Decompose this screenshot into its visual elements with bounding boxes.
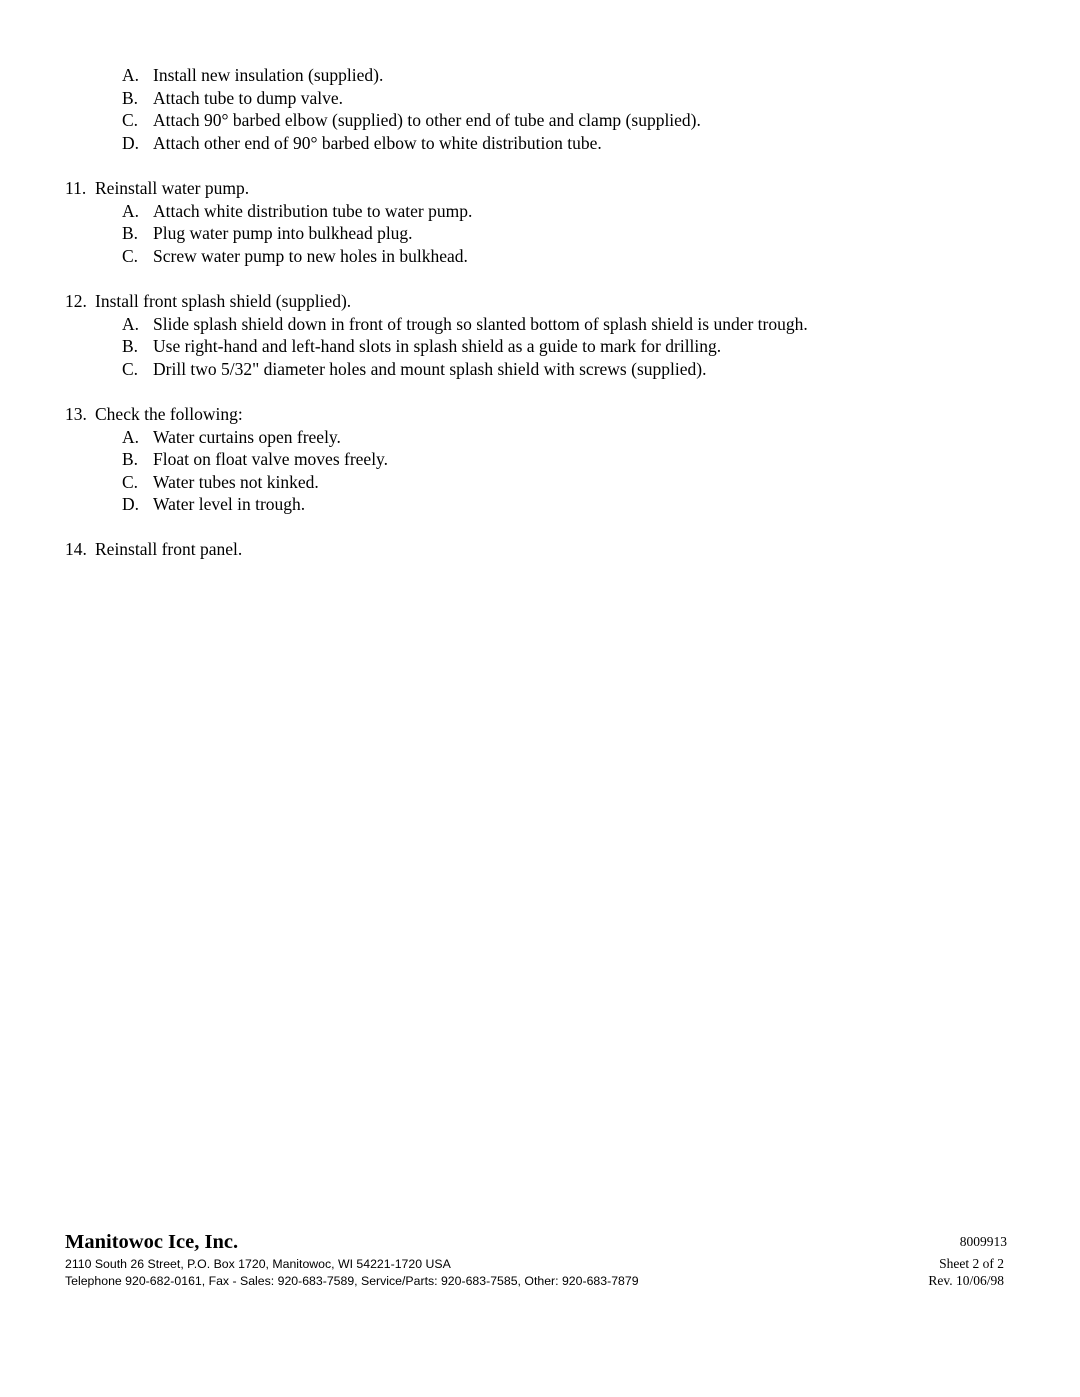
step-text: Check the following:: [95, 403, 243, 424]
step-heading: [0, 403, 1080, 426]
substep: [0, 471, 1080, 494]
continued-substeps: [0, 64, 1080, 154]
sheet-number: Sheet 2 of 2: [939, 1256, 1004, 1271]
substep-text: Plug water pump into bulkhead plug.: [153, 223, 413, 244]
page-footer: [0, 1228, 1080, 1298]
step-13: [0, 403, 1080, 516]
step-12: [0, 290, 1080, 380]
substep-text: Install new insulation (supplied).: [153, 65, 384, 85]
substep-text: Attach tube to dump valve.: [153, 87, 344, 108]
step-text: Reinstall water pump.: [95, 177, 250, 198]
substep-text: Attach white distribution tube to water pump.: [153, 200, 473, 221]
substep-letter: D.: [122, 132, 140, 153]
substep-letter: A.: [122, 313, 140, 334]
substep: [0, 493, 1080, 516]
substep: [0, 87, 1080, 110]
substep-letter: C.: [122, 358, 139, 379]
substep: [0, 426, 1080, 449]
substep-letter: B.: [122, 223, 139, 244]
step-number: 12.: [65, 290, 87, 311]
substep-text: Slide splash shield down in front of trough so slanted bottom of splash shield is under trough.: [153, 313, 808, 334]
substep-text: Water level in trough.: [153, 494, 306, 515]
substep: [0, 132, 1080, 155]
substep: [0, 448, 1080, 471]
substep-letter: A.: [122, 65, 140, 85]
step-11: [0, 177, 1080, 267]
substep: [0, 200, 1080, 223]
step-number: 14.: [65, 539, 87, 560]
substep-text: Float on float valve moves freely.: [153, 449, 389, 470]
step-text: Reinstall front panel.: [95, 539, 243, 560]
substep: [0, 109, 1080, 132]
substep: [0, 335, 1080, 358]
substep-letter: C.: [122, 471, 139, 492]
substep-letter: B.: [122, 336, 139, 357]
substep: [0, 358, 1080, 381]
substep-text: Attach other end of 90° barbed elbow to white distribution tube.: [153, 132, 602, 153]
step-number: 13.: [65, 403, 87, 424]
document-number: 8009913: [959, 1234, 1007, 1249]
substep-letter: B.: [122, 87, 139, 108]
company-phone: Telephone 920-682-0161, Fax - Sales: 920-683-7589, Service/Parts: 920-683-7585, Other: 920-683-7879: [65, 1274, 639, 1288]
step-number: 11.: [65, 177, 87, 198]
substep: [0, 313, 1080, 336]
substep: [0, 245, 1080, 268]
substep-text: Drill two 5/32" diameter holes and mount splash shield with screws (supplied).: [153, 358, 707, 379]
substep-letter: A.: [122, 426, 140, 447]
company-name: Manitowoc Ice, Inc.: [65, 1231, 239, 1253]
step-heading: [0, 290, 1080, 313]
substep: [0, 222, 1080, 245]
step-14: [0, 538, 1080, 561]
substep-letter: D.: [122, 494, 140, 515]
substep-text: Water curtains open freely.: [153, 426, 341, 447]
substep-letter: C.: [122, 245, 139, 266]
instruction-list: [0, 64, 1080, 561]
revision-date: Rev. 10/06/98: [928, 1273, 1004, 1288]
step-heading: [0, 177, 1080, 200]
substep-text: Attach 90° barbed elbow (supplied) to other end of tube and clamp (supplied).: [153, 110, 701, 131]
substep-text: Use right-hand and left-hand slots in splash shield as a guide to mark for drilling.: [153, 336, 722, 357]
step-text: Install front splash shield (supplied).: [95, 290, 352, 311]
substep-text: Water tubes not kinked.: [153, 471, 319, 492]
step-heading: [0, 538, 1080, 561]
substep-letter: B.: [122, 449, 139, 470]
company-address: 2110 South 26 Street, P.O. Box 1720, Manitowoc, WI 54221-1720 USA: [65, 1257, 451, 1271]
substep-letter: C.: [122, 110, 139, 131]
substep-letter: A.: [122, 200, 140, 221]
substep-text: Screw water pump to new holes in bulkhead.: [153, 245, 468, 266]
substep: [0, 64, 1080, 87]
